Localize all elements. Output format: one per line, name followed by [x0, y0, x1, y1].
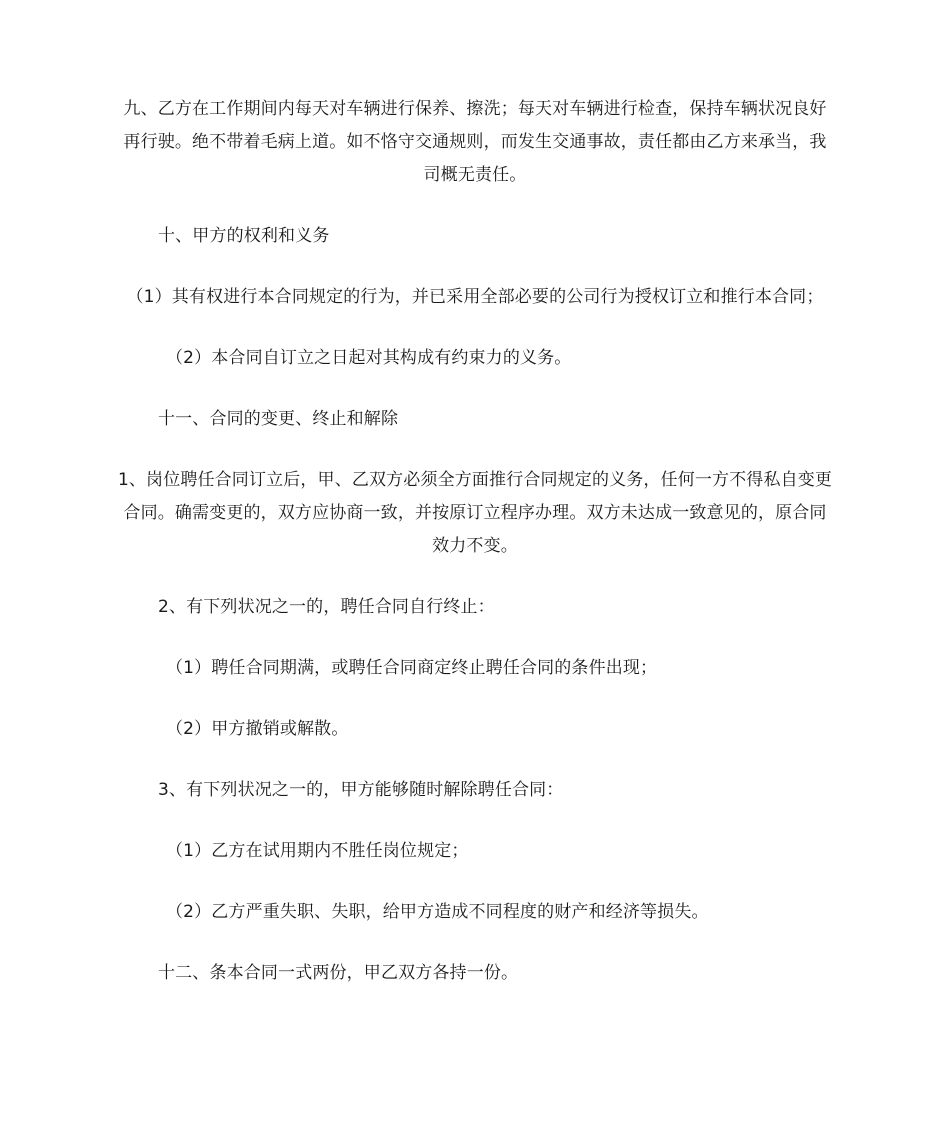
- clause-11-point-2-item-1: （1）聘任合同期满，或聘任合同商定终止聘任合同的条件出现；: [166, 658, 658, 678]
- clause-11-point-3-item-2: （2）乙方严重失职、失职，给甲方造成不同程度的财产和经济等损失。: [166, 902, 709, 922]
- clause-11-heading: 十一、合同的变更、终止和解除: [158, 409, 399, 429]
- clause-10-item-1: （1）其有权进行本合同规定的行为，并已采用全部必要的公司行为授权订立和推行本合同；: [126, 287, 824, 307]
- clause-12-paragraph: 十二、条本合同一式两份，甲乙双方各持一份。: [158, 963, 519, 983]
- clause-11-point-2-item-2: （2）甲方撤销或解散。: [166, 719, 349, 739]
- document-body: [117, 93, 833, 1018]
- clause-11-point-3: 3、有下列状况之一的，甲方能够随时解除聘任合同：: [158, 780, 564, 800]
- clause-11-point-3-item-1: （1）乙方在试用期内不胜任岗位规定；: [166, 841, 469, 861]
- clause-10-item-2: （2）本合同自订立之日起对其构成有约束力的义务。: [166, 348, 572, 368]
- clause-10-heading: 十、甲方的权利和义务: [158, 226, 330, 246]
- clause-9-paragraph: 九、乙方在工作期间内每天对车辆进行保养、擦洗；每天对车辆进行检查，保持车辆状况良好再行驶。绝不带着毛病上道。如不恪守交通规则，而发生交通事故，责任都由乙方来承当，我司概无责任。: [123, 99, 827, 185]
- clause-11-point-1: 1、岗位聘任合同订立后，甲、乙双方必须全方面推行合同规定的义务，任何一方不得私自变更合同。确需变更的，双方应协商一致，并按原订立程序办理。双方未达成一致意见的，原合同效力不变。: [117, 470, 833, 556]
- clause-11-point-2: 2、有下列状况之一的，聘任合同自行终止：: [158, 597, 495, 617]
